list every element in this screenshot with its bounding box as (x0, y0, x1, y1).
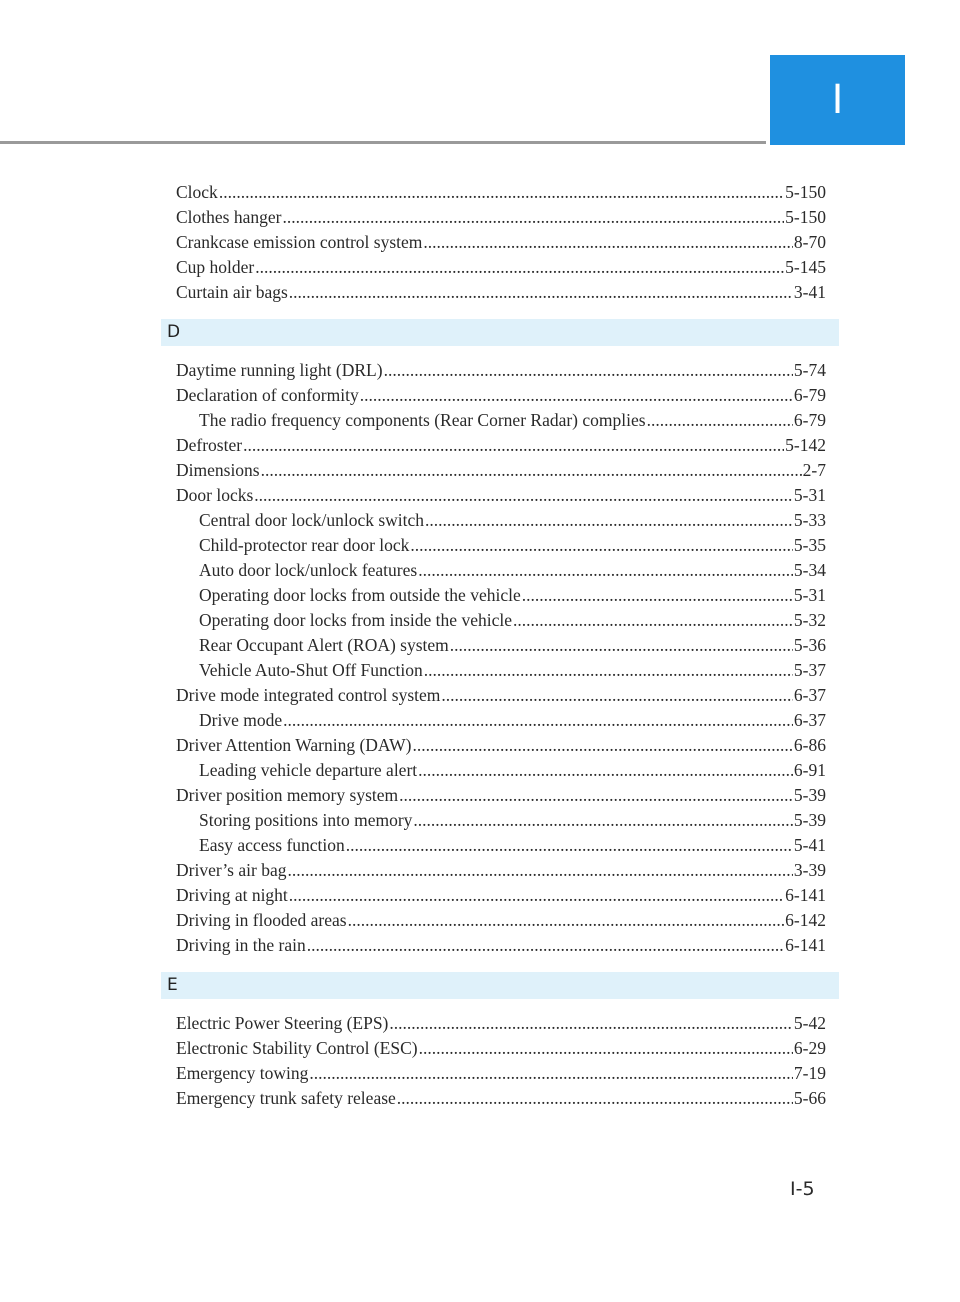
index-entry[interactable] (176, 933, 826, 958)
entry-page: 5-74 (793, 360, 826, 380)
entry-page: 6-29 (793, 1038, 826, 1058)
entry-label: Easy access function (199, 835, 345, 855)
entry-page: 5-37 (793, 660, 826, 680)
index-subentry[interactable] (176, 833, 826, 858)
index-entry[interactable] (176, 255, 826, 280)
entry-label: Vehicle Auto-Shut Off Function (199, 660, 423, 680)
dot-leader (647, 408, 793, 433)
entry-label: Electric Power Steering (EPS) (176, 1013, 389, 1033)
entry-page: 6-141 (785, 935, 826, 955)
entry-label: Drive mode (199, 710, 283, 730)
section-heading: D (161, 319, 839, 346)
entry-page: 5-42 (793, 1013, 826, 1033)
index-subentry[interactable] (176, 708, 826, 733)
entry-page: 7-19 (793, 1063, 826, 1083)
dot-leader (282, 205, 784, 230)
index-entry[interactable] (176, 858, 826, 883)
index-entry[interactable] (176, 783, 826, 808)
index-subentry[interactable] (176, 758, 826, 783)
dot-leader (450, 633, 793, 658)
dot-leader (399, 783, 793, 808)
index-subentry[interactable] (176, 508, 826, 533)
entry-label: Driver Attention Warning (DAW) (176, 735, 412, 755)
index-subentry[interactable] (176, 533, 826, 558)
entry-page: 5-150 (785, 182, 826, 202)
entry-label: Storing positions into memory (199, 810, 413, 830)
dot-leader (255, 255, 784, 280)
dot-leader (413, 808, 793, 833)
index-subentry[interactable] (176, 808, 826, 833)
dot-leader (360, 383, 793, 408)
entry-label: Rear Occupant Alert (ROA) system (199, 635, 449, 655)
index-entry[interactable] (176, 383, 826, 408)
dot-leader (283, 708, 793, 733)
index-list (167, 180, 826, 1111)
entry-page: 5-150 (785, 207, 826, 227)
index-entry[interactable] (176, 683, 826, 708)
entry-label: Emergency trunk safety release (176, 1088, 396, 1108)
entry-page: 5-142 (785, 435, 826, 455)
index-entry[interactable] (176, 458, 826, 483)
dot-leader (513, 608, 793, 633)
entry-label: Driver’s air bag (176, 860, 287, 880)
entry-label: Operating door locks from inside the vehicle (199, 610, 512, 630)
index-entry[interactable] (176, 358, 826, 383)
dot-leader (397, 1086, 793, 1111)
dot-leader (261, 458, 802, 483)
entry-label: Central door lock/unlock switch (199, 510, 425, 530)
entry-label: Drive mode integrated control system (176, 685, 441, 705)
index-subentry[interactable] (176, 658, 826, 683)
index-entry[interactable] (176, 205, 826, 230)
dot-leader (348, 908, 785, 933)
entry-page: 6-79 (793, 385, 826, 405)
dot-leader (243, 433, 784, 458)
dot-leader (418, 558, 793, 583)
index-letter-tab (770, 55, 905, 145)
dot-leader (219, 180, 784, 205)
entry-label: Declaration of conformity (176, 385, 359, 405)
index-subentry[interactable] (176, 408, 826, 433)
dot-leader (309, 1061, 793, 1086)
dot-leader (424, 658, 793, 683)
entry-label: Cup holder (176, 257, 255, 277)
entry-label: The radio frequency components (Rear Corner Radar) complies (199, 410, 646, 430)
dot-leader (384, 358, 793, 383)
entry-label: Electronic Stability Control (ESC) (176, 1038, 418, 1058)
header-rule (0, 141, 766, 144)
index-entry[interactable] (176, 883, 826, 908)
entry-page: 6-141 (785, 885, 826, 905)
index-entry[interactable] (176, 180, 826, 205)
entry-page: 6-142 (785, 910, 826, 930)
entry-page: 5-32 (793, 610, 826, 630)
entry-label: Defroster (176, 435, 243, 455)
entry-page: 8-70 (793, 232, 826, 252)
entry-page: 5-31 (793, 585, 826, 605)
entry-page: 5-39 (793, 785, 826, 805)
entry-label: Driving in flooded areas (176, 910, 347, 930)
dot-leader (413, 733, 793, 758)
index-entry[interactable] (176, 1061, 826, 1086)
entry-label: Curtain air bags (176, 282, 288, 302)
index-entry[interactable] (176, 908, 826, 933)
dot-leader (522, 583, 793, 608)
dot-leader (418, 758, 793, 783)
index-entry[interactable] (176, 230, 826, 255)
dot-leader (423, 230, 793, 255)
dot-leader (410, 533, 793, 558)
entry-label: Clock (176, 182, 218, 202)
entry-page: 6-79 (793, 410, 826, 430)
index-entry[interactable] (176, 280, 826, 305)
dot-leader (307, 933, 784, 958)
entry-page: 5-33 (793, 510, 826, 530)
index-letter: I (831, 77, 844, 123)
entry-page: 6-91 (793, 760, 826, 780)
entry-label: Daytime running light (DRL) (176, 360, 383, 380)
entry-label: Auto door lock/unlock features (199, 560, 418, 580)
entry-label: Driving at night (176, 885, 288, 905)
index-entry[interactable] (176, 1086, 826, 1111)
entry-page: 5-36 (793, 635, 826, 655)
entry-page: 2-7 (802, 460, 826, 480)
index-subentry[interactable] (176, 583, 826, 608)
page-number: I-5 (790, 1178, 815, 1200)
section-heading: E (161, 972, 839, 999)
dot-leader (389, 1011, 793, 1036)
entry-page: 6-37 (793, 710, 826, 730)
entry-page: 5-39 (793, 810, 826, 830)
entry-page: 5-31 (793, 485, 826, 505)
entry-label: Driver position memory system (176, 785, 399, 805)
index-entry[interactable] (176, 1036, 826, 1061)
dot-leader (289, 883, 784, 908)
index-entry[interactable] (176, 483, 826, 508)
entry-page: 5-35 (793, 535, 826, 555)
entry-page: 5-66 (793, 1088, 826, 1108)
dot-leader (425, 508, 793, 533)
entry-page: 3-39 (793, 860, 826, 880)
entry-page: 6-86 (793, 735, 826, 755)
dot-leader (289, 280, 793, 305)
dot-leader (346, 833, 793, 858)
index-entry[interactable] (176, 1011, 826, 1036)
entry-label: Door locks (176, 485, 254, 505)
index-entry[interactable] (176, 733, 826, 758)
entry-label: Emergency towing (176, 1063, 309, 1083)
entry-label: Clothes hanger (176, 207, 282, 227)
dot-leader (419, 1036, 793, 1061)
entry-page: 5-145 (785, 257, 826, 277)
entry-page: 6-37 (793, 685, 826, 705)
entry-label: Crankcase emission control system (176, 232, 423, 252)
entry-page: 3-41 (793, 282, 826, 302)
entry-page: 5-41 (793, 835, 826, 855)
entry-page: 5-34 (793, 560, 826, 580)
index-entry[interactable] (176, 433, 826, 458)
entry-label: Leading vehicle departure alert (199, 760, 418, 780)
entry-label: Dimensions (176, 460, 260, 480)
dot-leader (254, 483, 793, 508)
index-subentry[interactable] (176, 633, 826, 658)
entry-label: Driving in the rain (176, 935, 306, 955)
index-subentry[interactable] (176, 558, 826, 583)
dot-leader (287, 858, 792, 883)
entry-label: Child-protector rear door lock (199, 535, 410, 555)
entry-label: Operating door locks from outside the vehicle (199, 585, 521, 605)
dot-leader (441, 683, 793, 708)
index-subentry[interactable] (176, 608, 826, 633)
